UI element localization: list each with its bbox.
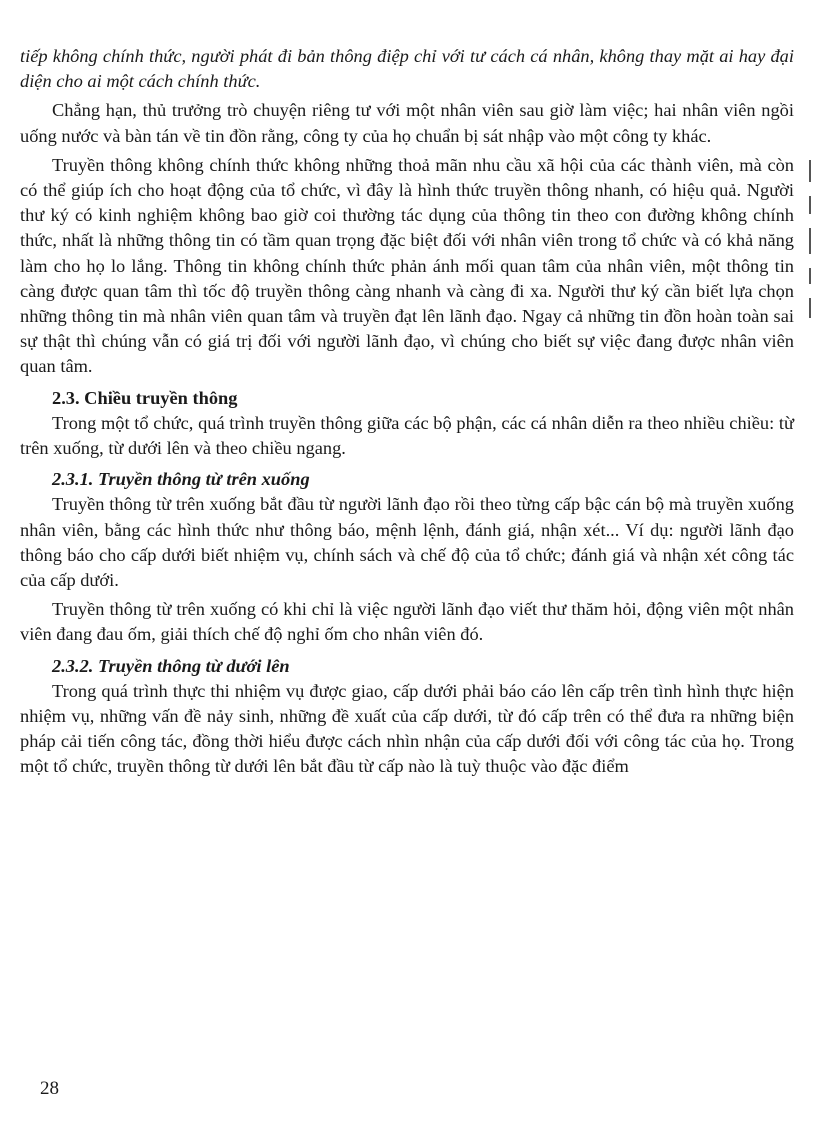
binding-edge-marks <box>809 160 812 360</box>
section-2-3-2-paragraph-1: Trong quá trình thực thi nhiệm vụ được giao, cấp dưới phải báo cáo lên cấp trên tình hình thực hiện nhiệm vụ, những vấn đề nảy sinh, những đề xuất của cấp dưới, từ đó cấp trên có thể đưa ra những biện pháp cải tiến công tác, đồng thời hiểu được cách nhìn nhận của cấp dưới đối với công tác của họ. Trong một tổ chức, truyền thông từ dưới lên bắt đầu từ cấp nào là tuỳ thuộc vào đặc điểm <box>20 680 794 777</box>
informal-communication-paragraph: Truyền thông không chính thức không những thoả mãn nhu cầu xã hội của các thành viên, mà còn có thể giúp ích cho hoạt động của tổ chức, vì đây là hình thức truyền thông nhanh, có hiệu quả. Người thư ký có kinh nghiệm không bao giờ coi thường tác dụng của thông tin theo con đường không chính thức, nhất là những thông tin có tầm quan trọng đặc biệt đối với nhân viên trong tổ chức và có khả năng làm cho họ lo lắng. Thông tin không chính thức phản ánh mối quan tâm của nhân viên, một thông tin càng được quan tâm thì tốc độ truyền thông càng nhanh và càng đi xa. Người thư ký cần biết lựa chọn những thông tin mà nhân viên quan tâm và truyền đạt lên lãnh đạo. Ngay cả những tin đồn hoàn toàn sai sự thật thì chúng vẫn có giá trị đối với người lãnh đạo, vì chúng cho biết sự việc đang được nhân viên quan tâm. <box>20 154 794 377</box>
continued-paragraph: tiếp không chính thức, người phát đi bản thông điệp chỉ với tư cách cá nhân, không thay mặt ai hay đại diện cho ai một cách chính thức. <box>20 46 794 92</box>
section-heading-2-3-1: 2.3.1. Truyền thông từ trên xuống <box>52 469 310 490</box>
section-heading-2-3: 2.3. Chiều truyền thông <box>52 387 238 408</box>
page-body <box>20 44 794 780</box>
section-heading-2-3-2: 2.3.2. Truyền thông từ dưới lên <box>52 655 290 676</box>
section-2-3-intro: Trong một tổ chức, quá trình truyền thông giữa các bộ phận, các cá nhân diễn ra theo nhiều chiều: từ trên xuống, từ dưới lên và theo chiều ngang. <box>20 412 794 459</box>
section-2-3-1-paragraph-2: Truyền thông từ trên xuống có khi chỉ là việc người lãnh đạo viết thư thăm hỏi, động viên một nhân viên đang đau ốm, giải thích chế độ nghỉ ốm cho nhân viên đó. <box>20 599 794 645</box>
page-number: 28 <box>40 1078 59 1099</box>
example-paragraph: Chẳng hạn, thủ trưởng trò chuyện riêng tư với một nhân viên sau giờ làm việc; hai nhân viên ngồi uống nước và bàn tán về tin đồn rằng, công ty của họ chuẩn bị sát nhập vào một công ty khác. <box>20 100 794 146</box>
section-2-3-1-paragraph-1: Truyền thông từ trên xuống bắt đầu từ người lãnh đạo rồi theo từng cấp bậc cán bộ mà truyền xuống nhân viên, bằng các hình thức như thông báo, mệnh lệnh, đánh giá, nhận xét... Ví dụ: người lãnh đạo thông báo cho cấp dưới biết nhiệm vụ, chính sách và chế độ của tổ chức; đánh giá và nhận xét công tác của cấp dưới. <box>20 494 794 591</box>
